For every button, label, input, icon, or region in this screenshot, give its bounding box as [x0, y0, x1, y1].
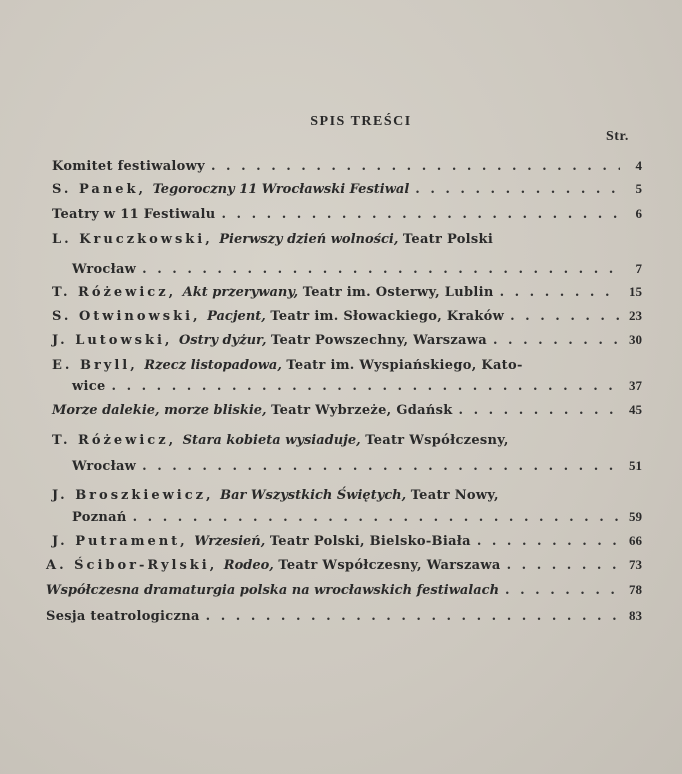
- entry-title: Wrzesień,: [194, 534, 266, 549]
- toc-entry: [52, 205, 642, 224]
- entry-venue-city: wice: [72, 379, 106, 394]
- dot-leader: [505, 582, 620, 600]
- entry-venue: Teatr im. Osterwy, Lublin: [302, 285, 494, 300]
- dot-leader: [500, 284, 620, 302]
- entry-venue: Teatr im. Wyspiańskiego, Kato-: [286, 358, 523, 373]
- entry-page: 78: [629, 582, 642, 597]
- dot-leader: [133, 509, 620, 527]
- dot-leader: [415, 181, 620, 199]
- toc-entry: [46, 556, 642, 575]
- toc-entry: [52, 357, 642, 375]
- entry-title: Pacjent,: [207, 309, 266, 324]
- dot-leader: [211, 158, 620, 176]
- toc-entry: [52, 157, 642, 176]
- toc-entry: [52, 532, 642, 551]
- entry-title: Komitet festiwalowy: [52, 159, 205, 174]
- dot-leader: [142, 261, 620, 279]
- toc-entry-continuation: [72, 457, 642, 476]
- dot-leader: [477, 533, 620, 551]
- entry-title: Stara kobieta wysiaduje,: [182, 433, 361, 448]
- entry-venue: Teatr Polski: [402, 232, 494, 247]
- entry-venue: Teatr Nowy,: [410, 488, 499, 503]
- entry-title: Rodeo,: [223, 558, 274, 573]
- entry-page: 15: [629, 284, 642, 299]
- entry-page: 66: [629, 533, 642, 548]
- toc-entry: [46, 607, 642, 626]
- toc-entry-continuation: [72, 508, 642, 527]
- entry-venue: Teatr im. Słowackiego, Kraków: [270, 309, 505, 324]
- entry-page: 5: [635, 181, 642, 196]
- entry-venue: Teatr Współczesny, Warszawa: [278, 558, 501, 573]
- entry-title: Ostry dyżur,: [178, 333, 267, 348]
- toc-entry-continuation: [72, 377, 642, 396]
- entry-venue-city: Wrocław: [72, 459, 137, 474]
- entry-page: 4: [635, 158, 642, 173]
- entry-author: S. Otwinowski,: [52, 309, 201, 324]
- entry-author: T. Różewicz,: [52, 285, 177, 300]
- page-title: SPIS TREŚCI: [310, 114, 412, 129]
- entry-venue-city: Wrocław: [72, 262, 137, 277]
- entry-author: A. Ścibor-Rylski,: [46, 558, 218, 573]
- toc-entry: [52, 180, 642, 199]
- entry-title: Pierwszy dzień wolności,: [219, 232, 399, 247]
- entry-venue: Teatr Współczesny,: [365, 433, 509, 448]
- entry-page: 7: [635, 261, 642, 276]
- entry-venue: Teatr Polski, Bielsko-Biała: [269, 534, 471, 549]
- entry-author: T. Różewicz,: [52, 433, 177, 448]
- toc-entry: [52, 401, 642, 420]
- dot-leader: [222, 206, 621, 224]
- entry-author: S. Panek,: [52, 182, 147, 197]
- toc-entry: [52, 331, 642, 350]
- entry-title: Tegoroczny 11 Wrocławski Festiwal: [152, 182, 410, 197]
- entry-author: L. Kruczkowski,: [52, 232, 213, 247]
- entry-page: 73: [629, 557, 642, 572]
- entry-author: J. Putrament,: [52, 534, 188, 549]
- entry-venue: Teatr Wybrzeże, Gdańsk: [271, 403, 453, 418]
- entry-author: J. Broszkiewicz,: [52, 488, 214, 503]
- entry-page: 51: [629, 458, 642, 473]
- entry-title: Morze dalekie, morze bliskie,: [52, 403, 267, 418]
- entry-author: E. Bryll,: [52, 358, 138, 373]
- entry-page: 30: [629, 332, 642, 347]
- entry-title: Teatry w 11 Festiwalu: [52, 207, 216, 222]
- toc-entry: [46, 581, 642, 600]
- toc-entry: [52, 283, 642, 302]
- entry-page: 83: [629, 608, 642, 623]
- dot-leader: [206, 608, 620, 626]
- entry-page: 59: [629, 509, 642, 524]
- toc-entry: [52, 231, 642, 249]
- entry-title: Sesja teatrologiczna: [46, 609, 200, 624]
- dot-leader: [510, 308, 620, 326]
- entry-venue: Teatr Powszechny, Warszawa: [271, 333, 487, 348]
- entry-title: Bar Wszystkich Świętych,: [220, 488, 407, 503]
- entry-title: Współczesna dramaturgia polska na wrocławskich festiwalach: [46, 583, 500, 598]
- entry-author: J. Lutowski,: [52, 333, 173, 348]
- toc-entry: [52, 307, 642, 326]
- entry-page: 45: [629, 402, 642, 417]
- dot-leader: [142, 458, 620, 476]
- dot-leader: [459, 402, 620, 420]
- entry-venue-city: Poznań: [72, 510, 127, 525]
- toc-entry-continuation: [72, 260, 642, 279]
- entry-page: 6: [635, 206, 642, 221]
- toc-entry: [52, 487, 642, 505]
- entry-title: Rzecz listopadowa,: [144, 358, 282, 373]
- dot-leader: [507, 557, 620, 575]
- dot-leader: [493, 332, 620, 350]
- toc-entry: [52, 432, 642, 450]
- entry-page: 23: [629, 308, 642, 323]
- page-column-label: Str.: [606, 129, 629, 144]
- dot-leader: [112, 378, 620, 396]
- entry-page: 37: [629, 378, 642, 393]
- entry-title: Akt przerywany,: [182, 285, 299, 300]
